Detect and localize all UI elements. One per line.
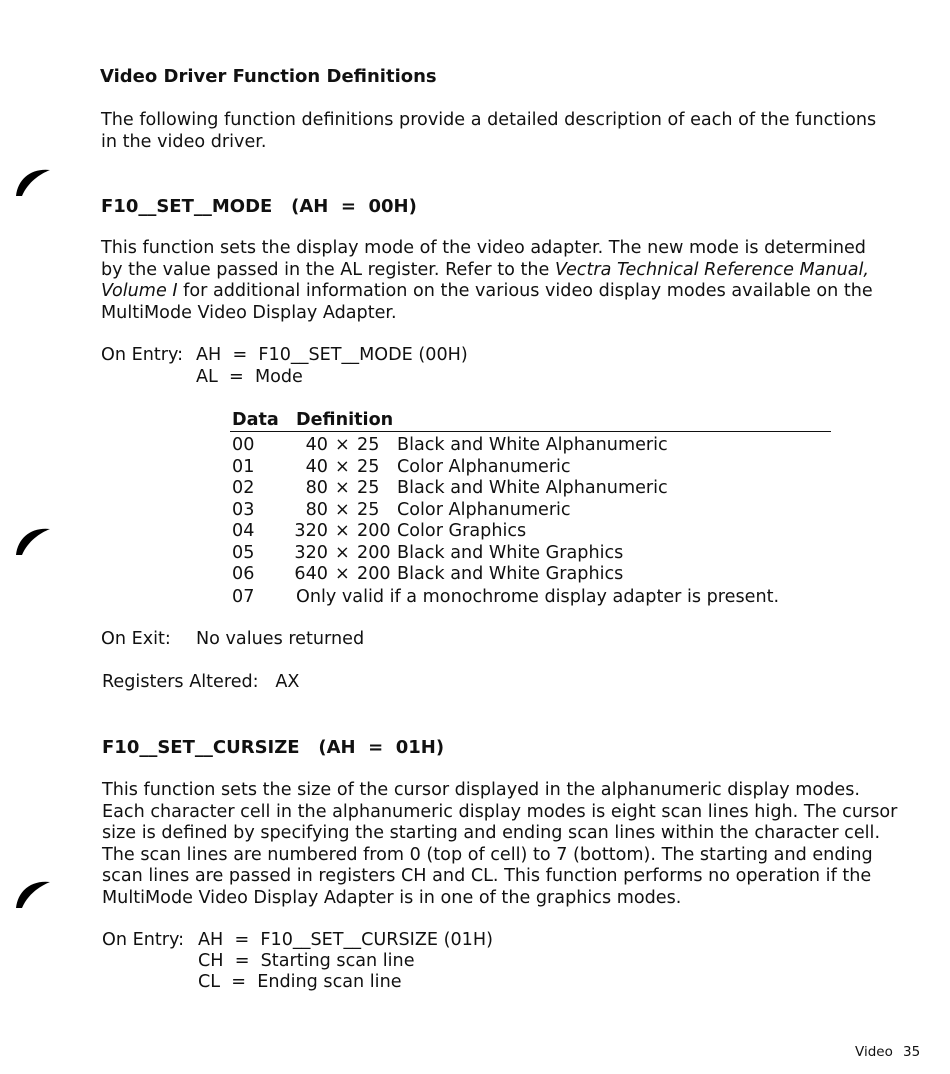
- punch-hole-mark-bottom: [12, 876, 52, 910]
- mode-row-description: Only valid if a monochrome display adapter is present.: [296, 587, 780, 607]
- mode-row-height: 200: [357, 542, 391, 563]
- page-heading: Video Driver Function Definitions: [100, 66, 437, 87]
- on-exit-label: On Exit:: [101, 629, 171, 649]
- set-cursize-description: This function sets the size of the cursor displayed in the alphanumeric display modes. Each character cell in the alphanumeric display modes is eight scan lines high. The cursor size is defined by specifying the starting and ending scan lines within the character cell. The scan lines are numbered from 0 (top of cell) to 7 (bottom). The starting and ending scan lines are passed in registers CH and CL. This function performs no operation if the MultiMode Video Display Adapter is in one of the graphics modes.: [102, 780, 898, 908]
- punch-hole-mark-top: [12, 164, 52, 198]
- mode-row-code: 01: [232, 456, 255, 477]
- mode-row-code: 00: [232, 435, 255, 455]
- footer-section-name: Video: [855, 1044, 893, 1060]
- set-cursize-title: F10__SET__CURSIZE (AH = 01H): [102, 737, 445, 758]
- mode-row-code: 06: [232, 564, 255, 584]
- set-cursize-entry-ch: CH = Starting scan line: [198, 951, 415, 971]
- intro-paragraph: The following function definitions provide a detailed description of each of the functions in the video driver.: [101, 110, 877, 152]
- mode-row-description: Color Alphanumeric: [397, 499, 571, 520]
- mode-row-height: 25: [357, 478, 380, 498]
- mode-row-times: ×: [335, 542, 350, 563]
- mode-row-description: Black and White Alphanumeric: [397, 478, 668, 498]
- set-mode-entry-al: AL = Mode: [196, 367, 303, 387]
- set-mode-entry-ah: AH = F10__SET__MODE (00H): [196, 345, 468, 365]
- registers-altered: Registers Altered: AX: [102, 672, 300, 692]
- set-mode-desc-part2: for additional information on the various video display modes available on the MultiMode Video Display Adapter.: [101, 281, 873, 323]
- mode-row-times: ×: [335, 499, 350, 520]
- mode-row-height: 25: [357, 499, 380, 520]
- mode-row-code: 04: [232, 521, 255, 541]
- mode-row-description: Color Graphics: [397, 521, 527, 541]
- mode-row-times: ×: [335, 435, 350, 455]
- mode-row-height: 25: [357, 435, 380, 455]
- table-header-definition: Definition: [296, 410, 394, 430]
- set-mode-on-entry-label: On Entry:: [101, 345, 184, 365]
- mode-row-width: 80: [305, 499, 328, 520]
- mode-row-description: Black and White Alphanumeric: [397, 435, 668, 455]
- set-mode-title: F10__SET__MODE (AH = 00H): [101, 196, 417, 217]
- mode-row-height: 25: [357, 456, 380, 477]
- set-mode-description: [101, 238, 891, 324]
- mode-row-description: Black and White Graphics: [397, 542, 624, 563]
- mode-row-description: Black and White Graphics: [397, 564, 624, 584]
- mode-row-width: 40: [305, 435, 328, 455]
- on-exit-value: No values returned: [196, 629, 365, 649]
- set-cursize-entry-cl: CL = Ending scan line: [198, 972, 402, 992]
- mode-row-code: 07: [232, 587, 255, 607]
- mode-row-width: 320: [294, 521, 328, 541]
- set-cursize-entry-ah: AH = F10__SET__CURSIZE (01H): [198, 930, 493, 950]
- mode-row-height: 200: [357, 564, 391, 584]
- mode-row-times: ×: [335, 456, 350, 477]
- manual-reference: Vectra Technical Reference Manual, Volume I: [101, 259, 870, 301]
- table-header-rule: [230, 431, 831, 432]
- mode-row-code: 05: [232, 542, 255, 563]
- set-cursize-on-entry-label: On Entry:: [102, 930, 185, 950]
- mode-row-description: Color Alphanumeric: [397, 456, 571, 477]
- mode-row-width: 40: [305, 456, 328, 477]
- mode-row-height: 200: [357, 521, 391, 541]
- mode-row-times: ×: [335, 478, 350, 498]
- mode-row-code: 02: [232, 478, 255, 498]
- set-mode-desc-part1: This function sets the display mode of the video adapter. The new mode is determined by the value passed in the AL register. Refer to the: [101, 238, 866, 280]
- mode-row-code: 03: [232, 499, 255, 520]
- mode-row-times: ×: [335, 564, 350, 584]
- footer-page-number: 35: [903, 1044, 921, 1060]
- mode-row-width: 80: [305, 478, 328, 498]
- punch-hole-mark-middle: [12, 523, 52, 557]
- mode-row-times: ×: [335, 521, 350, 541]
- mode-row-width: 640: [294, 564, 328, 584]
- mode-row-width: 320: [294, 542, 328, 563]
- table-header-data: Data: [232, 410, 279, 430]
